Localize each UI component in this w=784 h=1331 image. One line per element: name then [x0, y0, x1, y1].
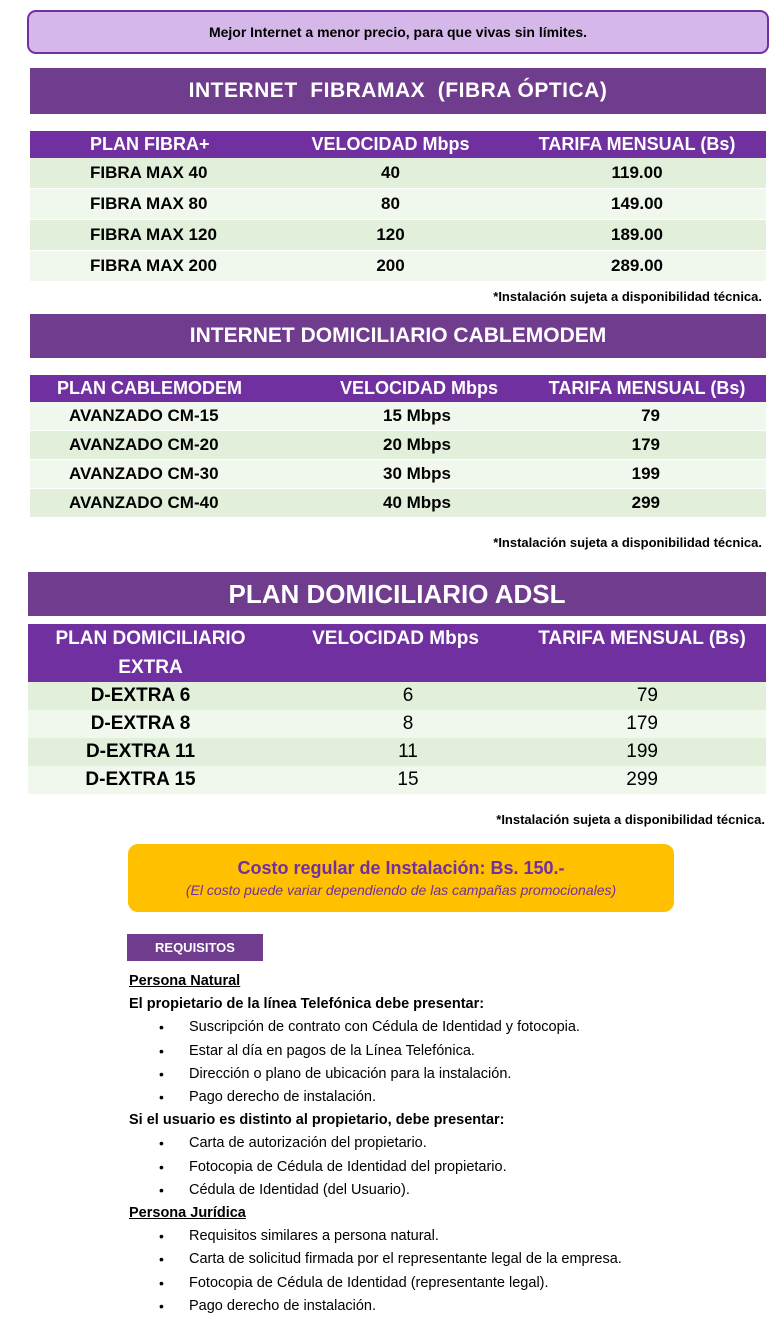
plan-speed: 200	[273, 251, 508, 282]
list-item: • Carta de autorización del propietario.	[129, 1132, 769, 1155]
plan-price: 79	[518, 682, 766, 710]
plan-speed: 8	[273, 710, 518, 738]
column-header-price: TARIFA MENSUAL (Bs)	[528, 375, 766, 402]
plan-speed: 40	[273, 158, 508, 189]
plan-name: FIBRA MAX 120	[30, 220, 273, 251]
plan-price: 289.00	[508, 251, 766, 282]
plan-speed: 6	[273, 682, 518, 710]
plan-price: 299	[518, 766, 766, 794]
table-row	[30, 460, 766, 489]
table-row	[28, 738, 766, 766]
requirements-badge	[127, 934, 263, 961]
table-header-row	[30, 375, 766, 402]
plan-speed: 80	[273, 189, 508, 220]
plan-price: 119.00	[508, 158, 766, 189]
section-title-text: PLAN DOMICILIARIO ADSL	[228, 578, 566, 609]
owner-lead: El propietario de la línea Telefónica debe presentar:	[129, 996, 485, 1013]
user-lead: Si el usuario es distinto al propietario, debe presentar:	[129, 1112, 505, 1129]
plan-speed: 40 Mbps	[310, 489, 528, 518]
plan-speed: 11	[273, 738, 518, 766]
table-row	[30, 251, 766, 282]
plan-price: 199	[518, 738, 766, 766]
list-item: • Fotocopia de Cédula de Identidad del propietario.	[129, 1156, 769, 1179]
table-row	[30, 489, 766, 518]
slogan-banner	[27, 10, 769, 54]
requirements-badge-text: REQUISITOS	[155, 940, 235, 955]
plan-name: D-EXTRA 15	[28, 766, 273, 794]
list-item: • Pago derecho de instalación.	[129, 1295, 769, 1318]
list-item: • Fotocopia de Cédula de Identidad (representante legal).	[129, 1272, 769, 1295]
plan-name: D-EXTRA 8	[28, 710, 273, 738]
persona-juridica-heading: Persona Jurídica	[129, 1205, 246, 1222]
plan-name: AVANZADO CM-30	[30, 460, 310, 489]
fibra-plans-table	[30, 131, 766, 282]
list-item: • Pago derecho de instalación.	[129, 1086, 769, 1109]
plan-name: FIBRA MAX 40	[30, 158, 273, 189]
plan-speed: 30 Mbps	[310, 460, 528, 489]
plan-price: 189.00	[508, 220, 766, 251]
adsl-plans-table	[28, 624, 766, 794]
plan-price: 79	[528, 402, 766, 431]
column-header-speed: VELOCIDAD Mbps	[273, 624, 518, 682]
cablemodem-plans-table	[30, 375, 766, 518]
column-header-price: TARIFA MENSUAL (Bs)	[508, 131, 766, 158]
section-title-cablemodem	[30, 314, 766, 358]
requirements-list	[129, 970, 769, 1318]
plan-price: 179	[518, 710, 766, 738]
installation-cost-note: (El costo puede variar dependiendo de las campañas promocionales)	[185, 882, 617, 898]
slogan-text: Mejor Internet a menor precio, para que vivas sin límites.	[208, 24, 588, 40]
table-header-row	[30, 131, 766, 158]
installation-cost-box	[128, 844, 674, 912]
list-item: • Suscripción de contrato con Cédula de Identidad y fotocopia.	[129, 1016, 769, 1039]
table-row	[30, 402, 766, 431]
section-title-text: INTERNET DOMICILIARIO CABLEMODEM	[189, 324, 607, 347]
plan-price: 149.00	[508, 189, 766, 220]
owner-requirements	[129, 1016, 769, 1109]
plan-speed: 15	[273, 766, 518, 794]
plan-speed: 15 Mbps	[310, 402, 528, 431]
list-item: • Requisitos similares a persona natural.	[129, 1225, 769, 1248]
section-title-text: INTERNET FIBRAMAX (FIBRA ÓPTICA)	[188, 79, 608, 102]
column-header-plan: PLAN CABLEMODEM	[30, 375, 310, 402]
plan-speed: 120	[273, 220, 508, 251]
plan-name: AVANZADO CM-20	[30, 431, 310, 460]
availability-note: *Instalación sujeta a disponibilidad técnica.	[493, 289, 762, 304]
plan-price: 179	[528, 431, 766, 460]
list-item: • Estar al día en pagos de la Línea Telefónica.	[129, 1040, 769, 1063]
availability-note: *Instalación sujeta a disponibilidad técnica.	[493, 535, 762, 550]
table-row	[28, 710, 766, 738]
list-item: • Cédula de Identidad (del Usuario).	[129, 1179, 769, 1202]
list-item: • Dirección o plano de ubicación para la instalación.	[129, 1063, 769, 1086]
column-header-speed: VELOCIDAD Mbps	[273, 131, 508, 158]
section-title-fibramax	[30, 68, 766, 114]
plan-price: 299	[528, 489, 766, 518]
column-header-price: TARIFA MENSUAL (Bs)	[518, 624, 766, 682]
plan-price: 199	[528, 460, 766, 489]
section-title-adsl	[28, 572, 766, 616]
plan-name: FIBRA MAX 200	[30, 251, 273, 282]
table-header-row	[28, 624, 766, 682]
column-header-speed: VELOCIDAD Mbps	[310, 375, 528, 402]
plan-name: AVANZADO CM-15	[30, 402, 310, 431]
availability-note: *Instalación sujeta a disponibilidad técnica.	[496, 812, 765, 827]
plan-name: FIBRA MAX 80	[30, 189, 273, 220]
table-row	[30, 158, 766, 189]
list-item: • Carta de solicitud firmada por el representante legal de la empresa.	[129, 1248, 769, 1271]
plan-name: AVANZADO CM-40	[30, 489, 310, 518]
juridica-requirements	[129, 1225, 769, 1318]
table-row	[28, 682, 766, 710]
plan-name: D-EXTRA 11	[28, 738, 273, 766]
plan-name: D-EXTRA 6	[28, 682, 273, 710]
column-header-plan: PLAN FIBRA+	[30, 131, 273, 158]
persona-natural-heading: Persona Natural	[129, 973, 241, 989]
table-row	[30, 220, 766, 251]
table-row	[28, 766, 766, 794]
column-header-plan: PLAN DOMICILIARIO EXTRA	[28, 624, 273, 682]
plan-speed: 20 Mbps	[310, 431, 528, 460]
table-row	[30, 189, 766, 220]
installation-cost-label: Costo regular de Instalación: Bs. 150.-	[237, 858, 565, 878]
user-requirements	[129, 1132, 769, 1202]
table-row	[30, 431, 766, 460]
